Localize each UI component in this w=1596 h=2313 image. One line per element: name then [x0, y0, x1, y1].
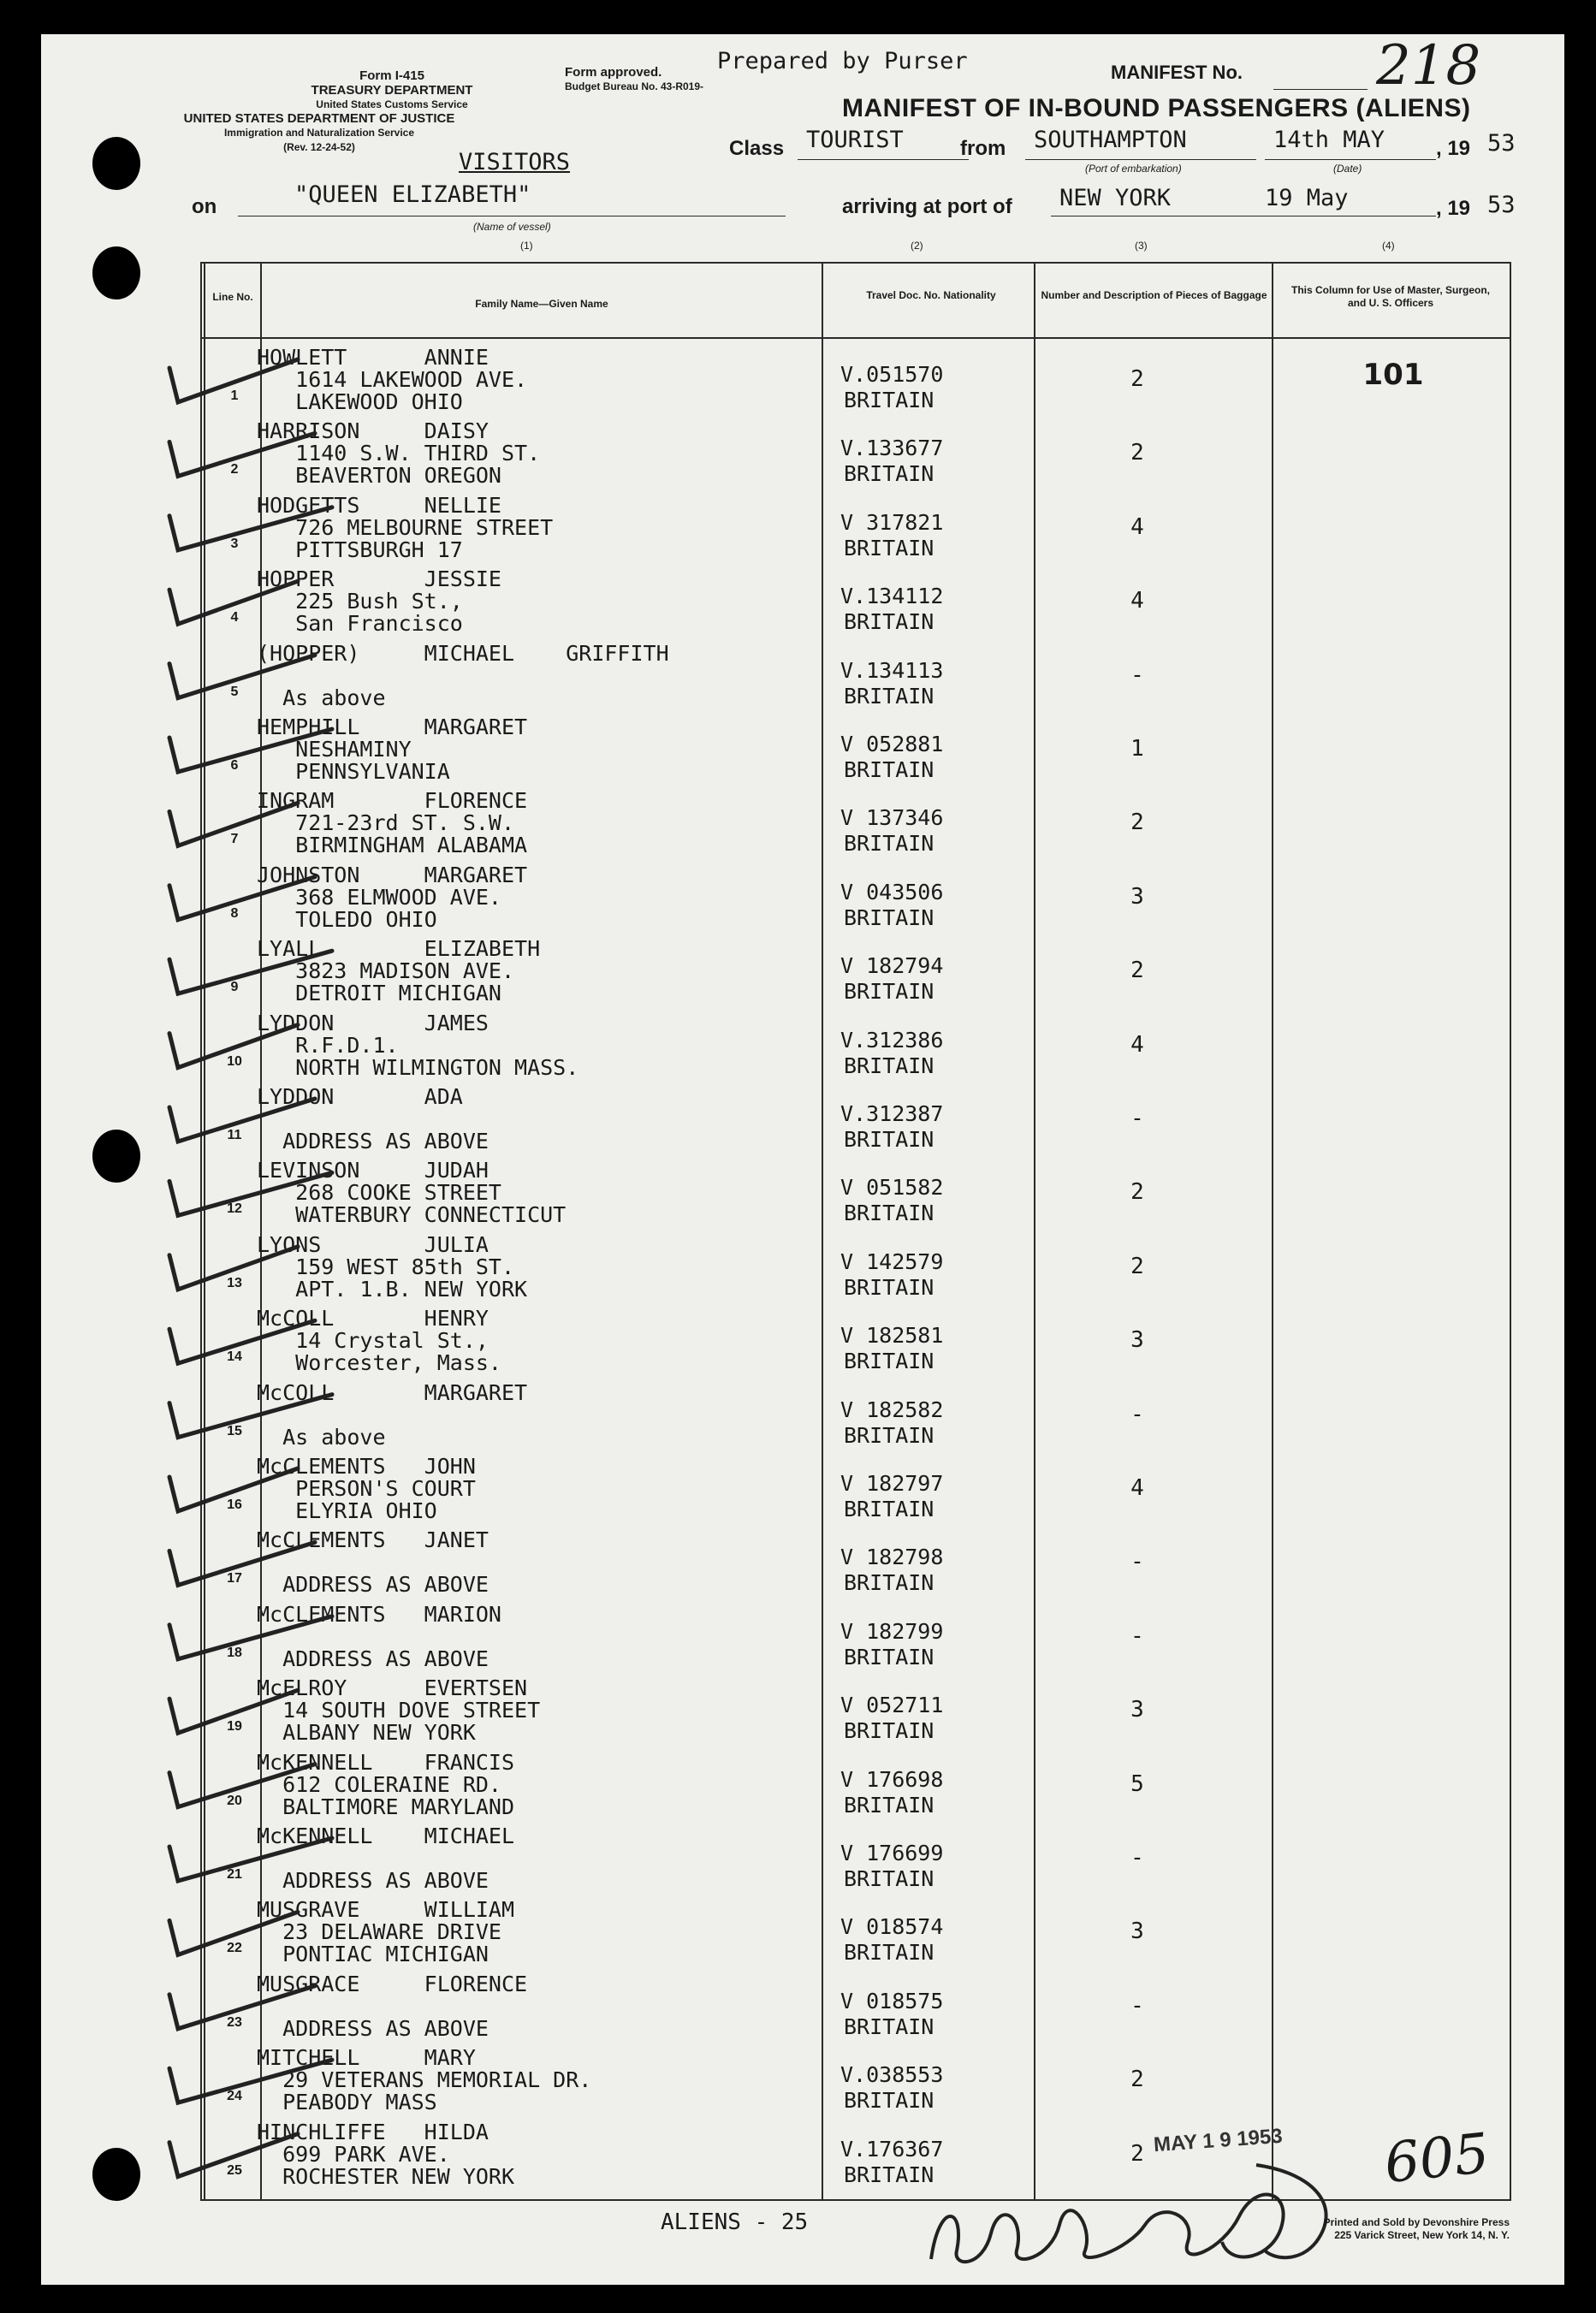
year-value: 53: [1487, 130, 1516, 157]
address-line-1: 1614 LAKEWOOD AVE.: [257, 367, 528, 392]
date-value: 14th MAY: [1273, 127, 1385, 153]
address-line-2: ROCHESTER NEW YORK: [257, 2163, 515, 2189]
tick-marks: [41, 34, 486, 2285]
baggage-count: -: [1130, 1106, 1144, 1131]
check-mark: [169, 1320, 315, 1363]
nationality: BRITAIN: [844, 535, 934, 560]
address-line-2: NORTH WILMINGTON MASS.: [257, 1054, 579, 1080]
passenger-name: (HOPPER) MICHAEL GRIFFITH: [257, 640, 669, 666]
travel-doc-number: V 043506: [840, 879, 944, 904]
travel-doc-number: V 018574: [840, 1914, 944, 1940]
vessel-name: "QUEEN ELIZABETH": [294, 181, 531, 208]
address-line-1: 268 COOKE STREET: [257, 1180, 501, 1206]
address-line-2: WATERBURY CONNECTICUT: [257, 1202, 567, 1228]
printer-line-1: Printed and Sold by Devonshire Press: [1323, 2216, 1510, 2228]
passenger-name: JOHNSTON MARGARET: [257, 862, 528, 887]
signature: [914, 2148, 1393, 2276]
col2-number: (2): [911, 240, 923, 252]
col3-number: (3): [1135, 240, 1148, 252]
baggage-count: 3: [1130, 1327, 1144, 1354]
travel-doc-number: V.312386: [840, 1027, 944, 1053]
travel-doc-number: V.051570: [840, 362, 944, 387]
form-number: Form I-415: [359, 68, 424, 83]
passenger-name: HODGETTS NELLIE: [257, 492, 501, 518]
check-mark: [169, 655, 315, 698]
check-mark: [169, 1764, 315, 1807]
nationality: BRITAIN: [844, 2088, 934, 2114]
address-line-2: BALTIMORE MARYLAND: [257, 1794, 515, 1819]
baggage-count: 3: [1130, 883, 1144, 910]
officer-note: 101: [1362, 358, 1424, 392]
travel-doc-number: V 142579: [840, 1248, 944, 1274]
printer-info: [1201, 2216, 1510, 2242]
address-line-2: ADDRESS AS ABOVE: [257, 2015, 489, 2041]
line-number: 19: [227, 1719, 242, 1735]
ins-name: Immigration and Naturalization Service: [223, 127, 415, 139]
line-number: 8: [230, 905, 239, 921]
baggage-count: -: [1130, 1622, 1144, 1649]
passenger-name: McKENNELL MICHAEL: [257, 1824, 515, 1848]
baggage-count: 2: [1130, 1253, 1144, 1279]
check-mark: [169, 951, 332, 993]
travel-doc-number: V 182581: [840, 1323, 944, 1349]
passenger-name: LYONS JULIA: [257, 1231, 489, 1257]
vessel-caption: (Name of vessel): [473, 221, 551, 233]
arrival-port: NEW YORK: [1059, 185, 1172, 211]
travel-doc-number: V.133677: [840, 436, 944, 461]
check-mark: [169, 1912, 298, 1954]
check-mark: [169, 729, 332, 772]
baggage-count: 2: [1130, 366, 1144, 392]
address-line-1: 368 ELMWOOD AVE.: [257, 884, 501, 910]
manifest-no-value: 218: [1376, 34, 1481, 98]
travel-doc-number: V 052881: [840, 732, 944, 756]
check-mark: [169, 1172, 332, 1215]
line-number: 2: [230, 462, 239, 477]
travel-doc-number: V 018575: [840, 1988, 944, 2013]
address-line-2: PITTSBURGH 17: [257, 537, 463, 562]
baggage-count: -: [1130, 1992, 1144, 2019]
address-line-2: BIRMINGHAM ALABAMA: [257, 833, 528, 858]
check-mark: [169, 2134, 298, 2177]
year-value-2: 53: [1487, 192, 1516, 218]
passenger-name: HARRISON DAISY: [257, 418, 489, 444]
year-prefix: , 19: [1436, 137, 1471, 160]
check-mark: [169, 1247, 298, 1290]
check-mark: [169, 877, 315, 920]
line-number: 3: [230, 536, 239, 551]
nationality: BRITAIN: [844, 904, 934, 930]
address-line-1: PERSON'S COURT: [257, 1476, 476, 1501]
line-number: 17: [227, 1571, 242, 1586]
check-mark: [169, 1986, 315, 2029]
col-officers: This Column for Use of Master, Surgeon, and U. S. Officers: [1290, 284, 1491, 309]
check-mark: [169, 433, 315, 476]
baggage-count: -: [1130, 1401, 1144, 1427]
line-number: 6: [230, 758, 239, 773]
address-line-1: 159 WEST 85th ST.: [257, 1254, 515, 1279]
baggage-count: -: [1130, 1549, 1144, 1575]
line-number: 4: [230, 610, 239, 626]
form-approval: [565, 65, 703, 94]
travel-doc-number: V 317821: [840, 509, 944, 535]
visitors-label: VISITORS: [459, 149, 571, 175]
check-mark: [169, 1395, 332, 1438]
date-stamp: MAY 1 9 1953: [1153, 2124, 1284, 2157]
travel-doc-number: V 182582: [840, 1397, 944, 1422]
baggage-count: 1: [1130, 736, 1144, 762]
address-line-2: ADDRESS AS ABOVE: [257, 1868, 489, 1893]
address-line-1: 29 VETERANS MEMORIAL DR.: [257, 2067, 592, 2093]
passenger-name: McCLEMENTS JOHN: [257, 1454, 476, 1479]
address-line-1: 14 Crystal St.,: [257, 1328, 489, 1354]
nationality: BRITAIN: [844, 1718, 934, 1744]
nationality: BRITAIN: [844, 2013, 934, 2039]
address-line-1: 726 MELBOURNE STREET: [257, 514, 554, 540]
passenger-name: HEMPHILL MARGARET: [257, 715, 528, 739]
baggage-count: 4: [1130, 588, 1144, 614]
passenger-name: LYALL ELIZABETH: [257, 936, 541, 962]
line-number: 15: [227, 1423, 242, 1438]
address-line-2: ADDRESS AS ABOVE: [257, 1572, 489, 1598]
passenger-name: McELROY EVERTSEN: [257, 1675, 528, 1701]
baggage-count: 3: [1130, 1697, 1144, 1723]
passenger-name: LEVINSON JUDAH: [257, 1158, 489, 1183]
nationality: BRITAIN: [844, 683, 934, 709]
handwritten-number: 605: [1381, 2121, 1492, 2197]
col1-number: (1): [520, 240, 533, 252]
nationality: BRITAIN: [844, 388, 934, 412]
printer-line-2: 225 Varick Street, New York 14, N. Y.: [1334, 2229, 1510, 2241]
baggage-count: 3: [1130, 1919, 1144, 1945]
passenger-name: MUSGRACE FLORENCE: [257, 1971, 528, 1996]
nationality: BRITAIN: [844, 757, 934, 782]
from-value: SOUTHAMPTON: [1034, 127, 1187, 153]
justice-dept: UNITED STATES DEPARTMENT OF JUSTICE: [183, 111, 455, 126]
aliens-count: ALIENS - 25: [661, 2209, 809, 2235]
address-line-2: APT. 1.B. NEW YORK: [257, 1276, 528, 1302]
address-line-1: 14 SOUTH DOVE STREET: [257, 1698, 541, 1723]
address-line-2: PEABODY MASS: [257, 2090, 437, 2115]
check-mark: [169, 1468, 298, 1511]
year-prefix-2: , 19: [1436, 197, 1471, 220]
address-line-2: As above: [257, 685, 386, 710]
line-number: 14: [227, 1349, 242, 1365]
check-mark: [169, 1616, 332, 1659]
check-mark: [169, 1838, 332, 1881]
check-mark: [169, 803, 298, 845]
check-mark: [169, 359, 298, 402]
passenger-name: McCLEMENTS JANET: [257, 1527, 489, 1553]
baggage-count: 2: [1130, 2067, 1144, 2093]
revision: (Rev. 12-24-52): [283, 141, 355, 153]
nationality: BRITAIN: [844, 1644, 934, 1670]
address-line-1: 23 DELAWARE DRIVE: [257, 1919, 501, 1945]
travel-doc-number: V.312387: [840, 1101, 944, 1126]
line-number: 7: [230, 832, 239, 847]
line-number: 5: [230, 684, 239, 699]
passenger-name: McCOLL MARGARET: [257, 1379, 528, 1405]
baggage-count: 4: [1130, 513, 1144, 540]
travel-doc-number: V 176698: [840, 1766, 944, 1792]
address-line-1: 699 PARK AVE.: [257, 2141, 450, 2167]
passenger-name: MUSGRAVE WILLIAM: [257, 1897, 515, 1923]
baggage-count: 2: [1130, 810, 1144, 836]
address-line-2: DETROIT MICHIGAN: [257, 981, 501, 1006]
travel-doc-number: V 182798: [840, 1545, 944, 1570]
line-number: 10: [227, 1053, 242, 1069]
address-line-2: ADDRESS AS ABOVE: [257, 1646, 489, 1671]
passenger-name: McCLEMENTS MARION: [257, 1601, 501, 1627]
passenger-name: MITCHELL MARY: [257, 2045, 476, 2071]
col4-number: (4): [1382, 240, 1395, 252]
address-line-2: PONTIAC MICHIGAN: [257, 1942, 489, 1967]
arriving-label: arriving at port of: [842, 195, 1012, 218]
address-line-2: ALBANY NEW YORK: [257, 1720, 476, 1746]
prepared-by: Prepared by Purser: [717, 48, 968, 74]
baggage-count: 2: [1130, 1179, 1144, 1206]
class-value: TOURIST: [806, 127, 904, 153]
address-line-2: LAKEWOOD OHIO: [257, 389, 463, 414]
address-line-1: 612 COLERAINE RD.: [257, 1771, 501, 1797]
address-line-1: 225 Bush St.,: [257, 589, 463, 614]
baggage-count: 2: [1130, 2140, 1144, 2167]
travel-doc-number: V.176367: [840, 2136, 944, 2162]
nationality: BRITAIN: [844, 2162, 934, 2187]
passenger-name: HOWLETT ANNIE: [257, 345, 489, 370]
line-number: 18: [227, 1645, 242, 1660]
address-line-1: 1140 S.W. THIRD ST.: [257, 441, 541, 466]
nationality: BRITAIN: [844, 461, 934, 487]
baggage-count: 5: [1130, 1770, 1144, 1797]
nationality: BRITAIN: [844, 1274, 934, 1300]
address-line-2: ADDRESS AS ABOVE: [257, 1129, 489, 1154]
check-mark: [169, 1025, 298, 1068]
nationality: BRITAIN: [844, 1053, 934, 1078]
manifest-title: MANIFEST OF IN-BOUND PASSENGERS (ALIENS): [842, 94, 1471, 122]
baggage-count: 4: [1130, 1031, 1144, 1058]
manifest-page: [41, 34, 1564, 2285]
check-mark: [169, 507, 332, 550]
line-number: 22: [227, 1941, 242, 1956]
nationality: BRITAIN: [844, 1127, 934, 1152]
travel-doc-number: V.038553: [840, 2062, 944, 2088]
date-caption: (Date): [1333, 163, 1362, 175]
nationality: BRITAIN: [844, 1201, 934, 1226]
passenger-name: McCOLL HENRY: [257, 1306, 489, 1331]
port-caption: (Port of embarkation): [1085, 163, 1182, 175]
col-name: Family Name—Given Name: [475, 298, 608, 310]
nationality: BRITAIN: [844, 1866, 934, 1891]
nationality: BRITAIN: [844, 1940, 934, 1966]
address-line-2: As above: [257, 1424, 386, 1450]
passenger-name: LYDDON JAMES: [257, 1010, 489, 1035]
nationality: BRITAIN: [844, 831, 934, 857]
nationality: BRITAIN: [844, 1349, 934, 1374]
passenger-name: McKENNELL FRANCIS: [257, 1749, 515, 1775]
address-line-1: 721-23rd ST. S.W.: [257, 810, 515, 836]
address-line-2: TOLEDO OHIO: [257, 906, 437, 932]
baggage-count: 2: [1130, 440, 1144, 466]
address-line-1: R.F.D.1.: [257, 1032, 399, 1058]
address-line-1: NESHAMINY: [257, 737, 412, 762]
col-line-no: Line No.: [212, 291, 253, 303]
travel-doc-number: V 052711: [840, 1693, 944, 1718]
nationality: BRITAIN: [844, 1422, 934, 1448]
budget-bureau: Budget Bureau No. 43-R019-: [565, 80, 704, 92]
class-label: Class: [729, 137, 785, 160]
line-number: 1: [230, 388, 239, 403]
check-mark: [169, 1542, 315, 1585]
baggage-count: 4: [1130, 1475, 1144, 1501]
passenger-name: HINCHLIFFE HILDA: [257, 2119, 489, 2144]
line-number: 23: [227, 2014, 242, 2030]
check-mark: [169, 1690, 298, 1733]
check-mark: [169, 581, 298, 624]
travel-doc-number: V 176699: [840, 1841, 944, 1865]
passenger-name: LYDDON ADA: [257, 1084, 463, 1109]
line-number: 13: [227, 1275, 242, 1290]
travel-doc-number: V 051582: [840, 1175, 944, 1201]
passenger-name: HOPPER JESSIE: [257, 566, 501, 592]
baggage-count: -: [1130, 1845, 1144, 1871]
travel-doc-number: V 137346: [840, 805, 944, 831]
nationality: BRITAIN: [844, 1497, 934, 1521]
travel-doc-number: V 182797: [840, 1471, 944, 1496]
address-line-2: San Francisco: [257, 611, 463, 637]
nationality: BRITAIN: [844, 979, 934, 1005]
passenger-name: INGRAM FLORENCE: [257, 788, 528, 814]
travel-doc-number: V 182794: [840, 953, 944, 979]
address-line-2: ELYRIA OHIO: [257, 1498, 437, 1523]
on-label: on: [192, 195, 217, 218]
customs-service: United States Customs Service: [316, 98, 468, 110]
baggage-count: -: [1130, 661, 1144, 688]
line-number: 11: [227, 1128, 242, 1142]
travel-doc-number: V.134112: [840, 584, 944, 609]
col-baggage: Number and Description of Pieces of Baggage: [1041, 289, 1267, 301]
arrival-date: 19 May: [1265, 185, 1349, 211]
line-number: 16: [227, 1498, 242, 1512]
address-line-1: 3823 MADISON AVE.: [257, 958, 515, 984]
baggage-count: 2: [1130, 958, 1144, 984]
line-number: 21: [227, 1867, 242, 1882]
address-line-2: BEAVERTON OREGON: [257, 463, 501, 489]
nationality: BRITAIN: [844, 1570, 934, 1596]
col-doc: Travel Doc. No. Nationality: [866, 289, 996, 301]
from-label: from: [960, 137, 1006, 160]
address-line-2: PENNSYLVANIA: [257, 759, 450, 784]
line-number: 25: [227, 2162, 242, 2178]
nationality: BRITAIN: [844, 609, 934, 635]
line-number: 12: [227, 1201, 242, 1217]
travel-doc-number: V.134113: [840, 657, 944, 683]
form-approved-label: Form approved.: [565, 65, 662, 80]
department-name: TREASURY DEPARTMENT: [311, 83, 473, 98]
nationality: BRITAIN: [844, 1792, 934, 1818]
line-number: 9: [230, 980, 239, 995]
line-number: 24: [227, 2089, 242, 2104]
check-mark: [169, 1099, 315, 1142]
check-mark: [169, 2060, 332, 2102]
travel-doc-number: V 182799: [840, 1618, 944, 1644]
address-line-2: Worcester, Mass.: [257, 1350, 501, 1376]
line-number: 20: [227, 1793, 242, 1808]
manifest-no-label: MANIFEST No.: [1111, 62, 1243, 83]
